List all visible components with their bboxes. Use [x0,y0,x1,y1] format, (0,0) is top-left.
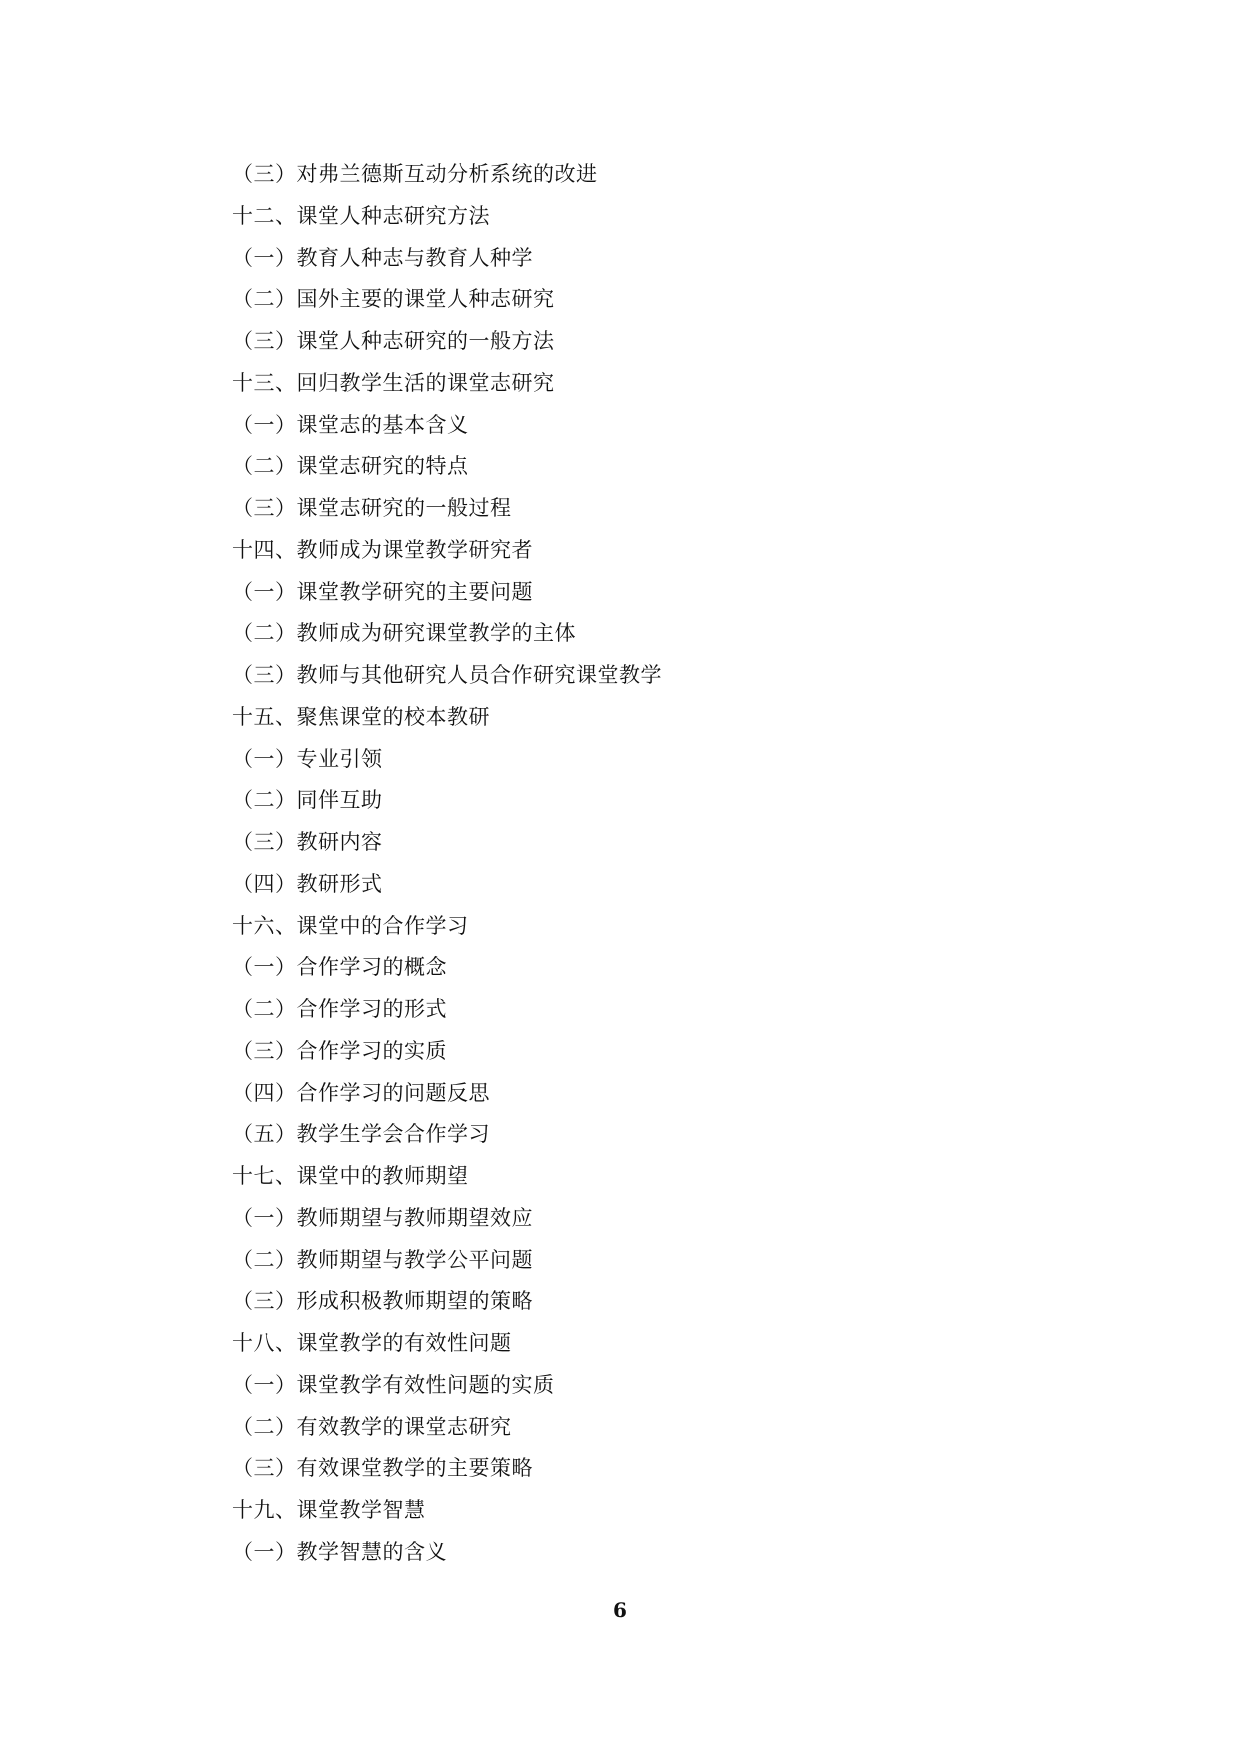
toc-line: （二）教师期望与教学公平问题 [232,1247,533,1272]
toc-line: （一）课堂教学有效性问题的实质 [232,1372,555,1397]
toc-line: 十九、课堂教学智慧 [232,1498,426,1522]
toc-line: 十五、聚焦课堂的校本教研 [232,704,490,729]
toc-line: 十七、课堂中的教师期望 [232,1164,469,1188]
toc-line: （三）课堂人种志研究的一般方法 [232,329,555,353]
toc-line: 十六、课堂中的合作学习 [232,913,469,938]
page-number: 6 [613,1598,627,1622]
toc-line: （四）教研形式 [232,871,383,896]
toc-line: （二）同伴互助 [232,788,383,813]
toc-line: （三）教师与其他研究人员合作研究课堂教学 [232,663,662,687]
toc-line: （二）国外主要的课堂人种志研究 [232,287,555,312]
toc-line: （一）教师期望与教师期望效应 [232,1205,533,1230]
toc-line: （一）合作学习的概念 [232,955,447,980]
toc-line: （三）对弗兰德斯互动分析系统的改进 [232,162,598,186]
toc-line: （二）有效教学的课堂志研究 [232,1414,512,1439]
toc-line: （二）合作学习的形式 [232,997,447,1021]
toc-line: （一）课堂教学研究的主要问题 [232,579,533,604]
toc-line: （五）教学生学会合作学习 [232,1122,490,1147]
toc-line: 十四、教师成为课堂教学研究者 [232,537,533,562]
toc-line: （三）形成积极教师期望的策略 [232,1289,533,1314]
toc-line: （二）教师成为研究课堂教学的主体 [232,621,576,646]
toc-line: （一）专业引领 [232,746,383,771]
toc-line: （一）课堂志的基本含义 [232,412,469,437]
toc-line: （四）合作学习的问题反思 [232,1080,490,1105]
toc-line: （三）课堂志研究的一般过程 [232,496,512,520]
table-of-contents [232,154,662,1574]
toc-line: 十三、回归教学生活的课堂志研究 [232,370,555,395]
toc-line: （一）教育人种志与教育人种学 [232,245,533,270]
toc-line: （三）合作学习的实质 [232,1038,447,1063]
toc-line: （二）课堂志研究的特点 [232,454,469,479]
toc-line: （三）有效课堂教学的主要策略 [232,1456,533,1481]
toc-line: （一）教学智慧的含义 [232,1539,447,1564]
toc-line: 十二、课堂人种志研究方法 [232,203,490,228]
toc-line: 十八、课堂教学的有效性问题 [232,1331,512,1355]
toc-line: （三）教研内容 [232,830,383,854]
